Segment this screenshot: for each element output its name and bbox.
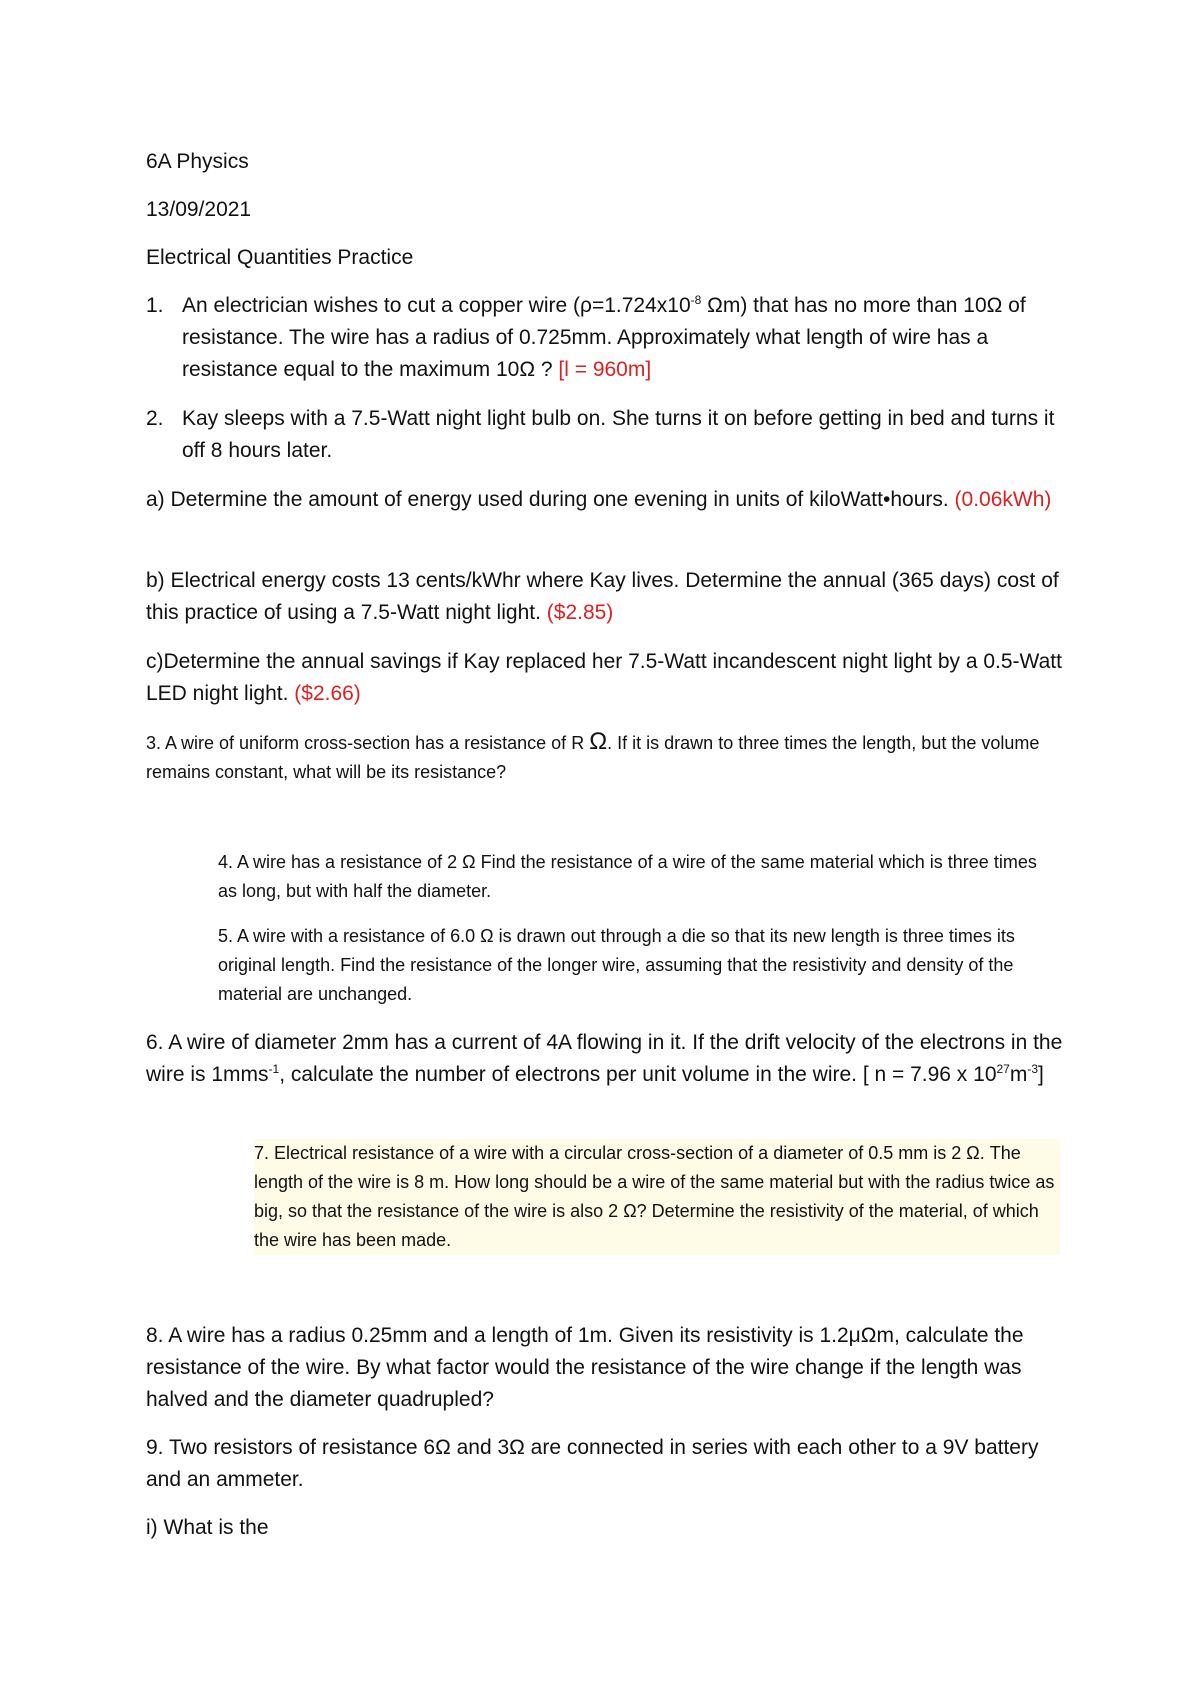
question-2a: a) Determine the amount of energy used during one evening in units of kiloWatt•hours. (0.06kWh) [146, 488, 1052, 511]
question-1-answer: [l = 960m] [558, 358, 652, 381]
worksheet-title: Electrical Quantities Practice [146, 246, 414, 269]
question-6: 6. A wire of diameter 2mm has a current of 4A flowing in it. If the drift velocity of the electrons in the wire is 1mms$^{-1}$, calculate the number of electrons per unit volume in the wire. [ n = 7.96 x $10^{27}m^{-3}$] [146, 1031, 1063, 1086]
question-2c: c)Determine the annual savings if Kay replaced her 7.5-Watt incandescent night light by a 0.5-Watt LED night light. ($2.66) [146, 650, 1062, 705]
question-2: 2. Kay sleeps with a 7.5-Watt night light bulb on. She turns it on before getting in bed and turns it off 8 hours later. [182, 403, 1062, 467]
question-7: 7. Electrical resistance of a wire with a circular cross-section of a diameter of 0.5 mm is 2 Ω. The length of the wire is 8 m. How long should be a wire of the same material but with the radius twice as big, so that the resistance of the wire is also 2 Ω? Determine the resistivity of the material, of which the wire has been made. [254, 1139, 1060, 1255]
question-8: 8. A wire has a radius 0.25mm and a length of 1m. Given its resistivity is 1.2μΩm, calculate the resistance of the wire. By what factor would the resistance of the wire change if the length was halved and the diameter quadrupled? [146, 1324, 1024, 1411]
question-4: 4. A wire has a resistance of 2 Ω Find the resistance of a wire of the same material which is three times as long, but with half the diameter. [218, 852, 1037, 901]
ohm-symbol: Ω [589, 728, 608, 755]
date: 13/09/2021 [146, 198, 252, 221]
question-1-number: 1. [146, 294, 164, 317]
question-2-number: 2. [146, 407, 164, 430]
course-title: 6A Physics [146, 150, 249, 173]
question-2b-answer: ($2.85) [546, 601, 614, 624]
question-2b: b) Electrical energy costs 13 cents/kWhr where Kay lives. Determine the annual (365 days) cost of this practice of using a 7.5-Watt night light. ($2.85) [146, 569, 1059, 624]
question-5: 5. A wire with a resistance of 6.0 Ω is drawn out through a die so that its new length is three times its original length. Find the resistance of the longer wire, assuming that the resistivity and density of the material are unchanged. [218, 926, 1015, 1004]
question-3: 3. A wire of uniform cross-section has a resistance of R Ω. If it is drawn to three times the length, but the volume remains constant, what will be its resistance? [146, 728, 1040, 782]
question-2a-answer: (0.06kWh) [954, 488, 1052, 511]
question-9-part-i: i) What is the [146, 1516, 269, 1539]
question-2c-answer: ($2.66) [294, 682, 361, 705]
question-9: 9. Two resistors of resistance 6Ω and 3Ω are connected in series with each other to a 9V battery and an ammeter. [146, 1436, 1039, 1491]
question-7-number: 7. [254, 1143, 270, 1163]
question-1: 1. An electrician wishes to cut a copper wire ($\rho=1.724x10^{-8}$ Ωm) that has no more than 10Ω of resistance. The wire has a radius of 0.725mm. Approximately what length of wire has a resistance equal to the maximum 10Ω ? [l = 960m] [182, 290, 1062, 386]
